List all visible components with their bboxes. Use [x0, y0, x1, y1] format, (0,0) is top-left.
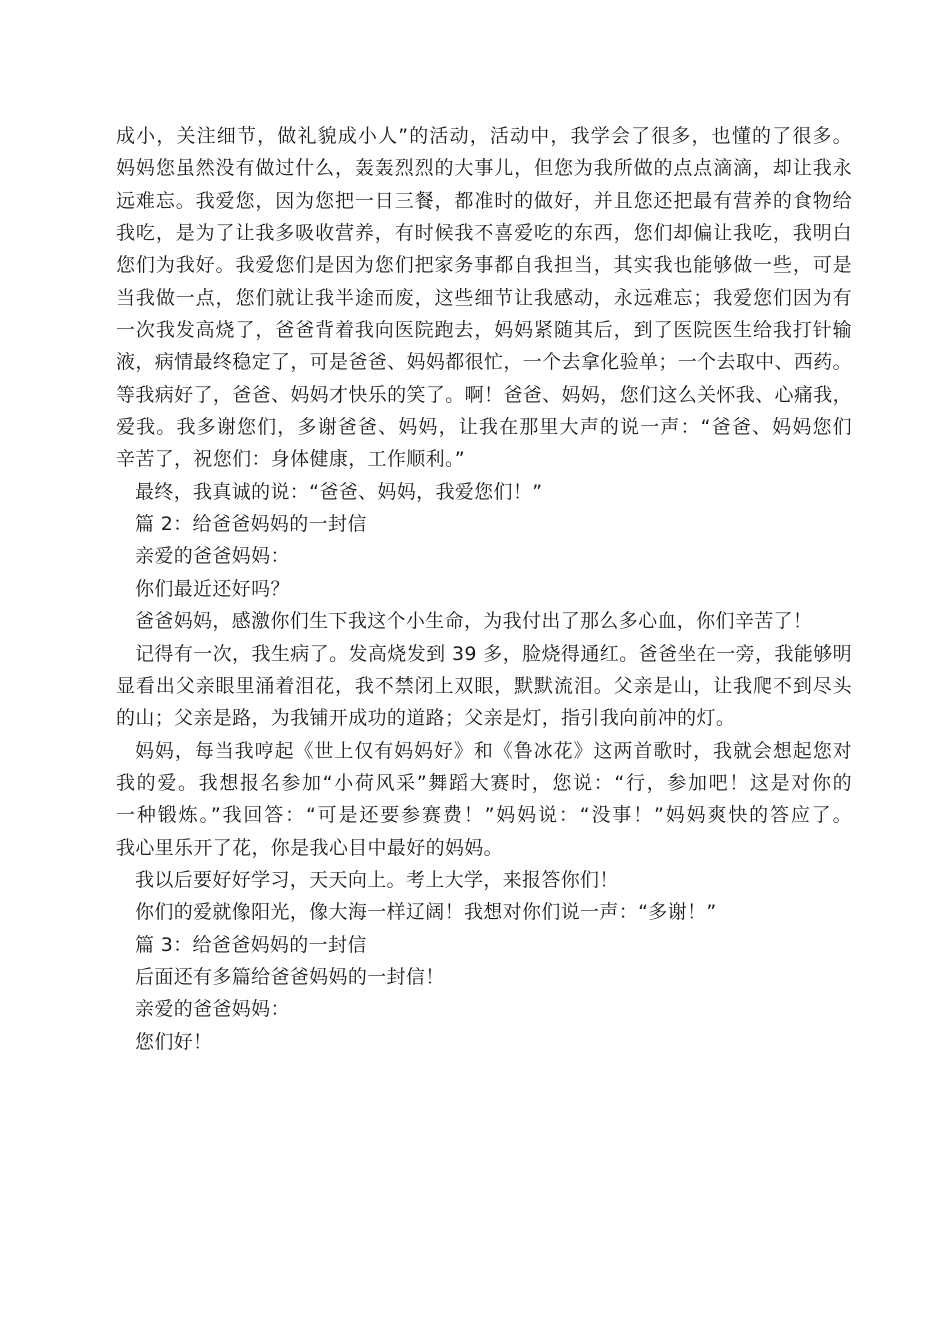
text-line: 最终，我真诚的说：“爸爸、妈妈，我爱您们！” [135, 480, 543, 503]
text-line: 亲爱的爸爸妈妈： [135, 545, 290, 568]
text-line: 一次我发高烧了，爸爸背着我向医院跑去，妈妈紧随其后，到了医院医生给我打针输 [116, 319, 852, 342]
text-line: 显看出父亲眼里涌着泪花，我不禁闭上双眼，默默流泪。父亲是山，让我爬不到尽头 [116, 674, 852, 697]
text-line: 爱我。我多谢您们，多谢爸爸、妈妈，让我在那里大声的说一声：“爸爸、妈妈您们 [116, 416, 852, 439]
text-line: 妈妈，每当我哼起《世上仅有妈妈好》和《鲁冰花》这两首歌时，我就会想起您对 [135, 739, 852, 762]
text-line: 妈妈您虽然没有做过什么，轰轰烈烈的大事儿，但您为我所做的点点滴滴，却让我永 [116, 157, 852, 180]
text-line: 您们好！ [135, 1030, 213, 1053]
text-line: 当我做一点，您们就让我半途而废，这些细节让我感动，永远难忘；我爱您们因为有 [116, 286, 852, 309]
text-line: 你们最近还好吗？ [135, 577, 290, 600]
document-body [116, 120, 852, 1058]
text-line: 我心里乐开了花，你是我心目中最好的妈妈。 [116, 836, 504, 859]
text-line: 远难忘。我爱您，因为您把一日三餐，都准时的做好，并且您还把最有营养的食物给 [116, 189, 852, 212]
text-line: 您们为我好。我爱您们是因为您们把家务事都自我担当，其实我也能够做一些，可是 [116, 254, 852, 277]
text-line: 我以后要好好学习，天天向上。考上大学，来报答你们！ [135, 868, 619, 891]
text-line: 我的爱。我想报名参加“小荷风采”舞蹈大赛时，您说：“行，参加吧！这是对你的 [116, 771, 852, 794]
text-line: 后面还有多篇给爸爸妈妈的一封信！ [135, 965, 445, 988]
text-line: 亲爱的爸爸妈妈： [135, 998, 290, 1021]
text-line: 爸爸妈妈，感激你们生下我这个小生命，为我付出了那么多心血，你们辛苦了！ [135, 610, 813, 633]
text-line: 一种锻炼。”我回答：“可是还要参赛费！”妈妈说：“没事！”妈妈爽快的答应了。 [116, 804, 852, 827]
text-line: 成小，关注细节，做礼貌成小人”的活动，活动中，我学会了很多，也懂的了很多。 [116, 125, 852, 147]
text-line: 液，病情最终稳定了，可是爸爸、妈妈都很忙，一个去拿化验单；一个去取中、西药。 [116, 351, 852, 374]
text-line: 你们的爱就像阳光，像大海一样辽阔！我想对你们说一声：“多谢！” [135, 901, 717, 924]
text-line: 的山；父亲是路，为我铺开成功的道路；父亲是灯，指引我向前冲的灯。 [116, 707, 736, 730]
text-line: 篇 2：给爸爸妈妈的一封信 [135, 513, 367, 536]
text-line: 等我病好了，爸爸、妈妈才快乐的笑了。啊！爸爸、妈妈，您们这么关怀我、心痛我， [116, 383, 852, 406]
text-line: 辛苦了，祝您们：身体健康，工作顺利。” [116, 448, 465, 471]
document-page [116, 120, 852, 1058]
text-line: 记得有一次，我生病了。发高烧发到 39 多，脸烧得通红。爸爸坐在一旁，我能够明 [135, 642, 852, 665]
text-line: 篇 3：给爸爸妈妈的一封信 [135, 933, 367, 956]
text-line: 我吃，是为了让我多吸收营养，有时候我不喜爱吃的东西，您们却偏让我吃，我明白 [116, 222, 852, 245]
